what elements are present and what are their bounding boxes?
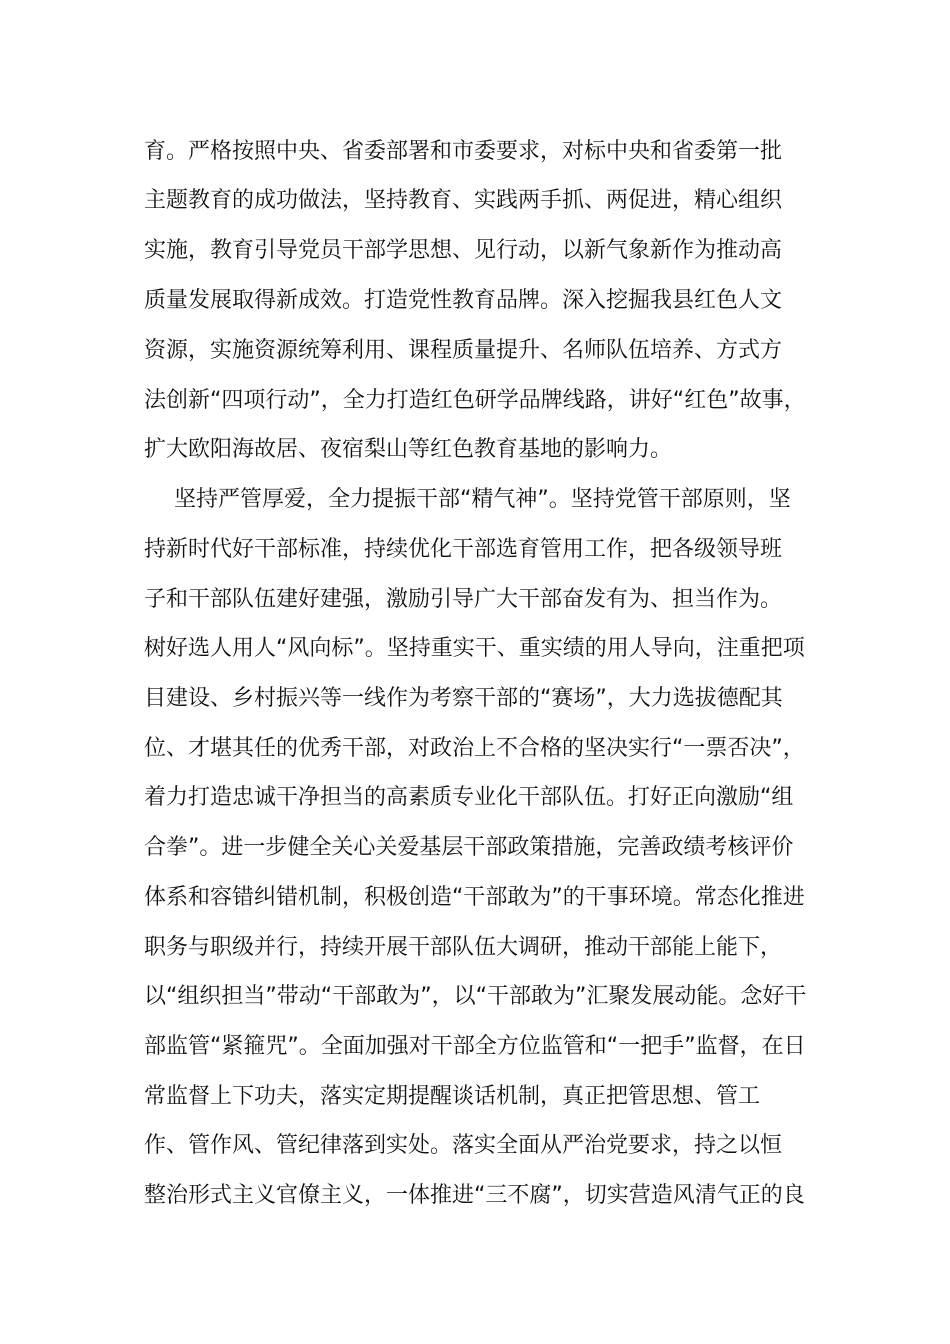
text-line: 作、管作风、管纪律落到实处。落实全面从严治党要求，持之以恒	[144, 1133, 783, 1158]
text-line: 扩大欧阳海故居、夜宿梨山等红色教育基地的影响力。	[144, 437, 673, 462]
text-line: 职务与职级并行，持续开展干部队伍大调研，推动干部能上能下，	[144, 935, 783, 960]
text-line: 法创新“四项行动”，全力打造红色研学品牌线路，讲好“红色”故事，	[144, 388, 806, 413]
text-line: 以“组织担当”带动“干部敢为”，以“干部敢为”汇聚发展动能。念好干	[144, 984, 807, 1009]
text-line: 合拳”。进一步健全关心关爱基层干部政策措施，完善政绩考核评价	[144, 835, 794, 860]
text-line: 资源，实施资源统筹利用、课程质量提升、名师队伍培养、方式方	[144, 338, 783, 363]
text-line: 主题教育的成功做法，坚持教育、实践两手抓、两促进，精心组织	[144, 188, 783, 213]
text-line: 持新时代好干部标准，持续优化干部选育管用工作，把各级领导班	[144, 537, 783, 562]
text-line: 质量发展取得新成效。打造党性教育品牌。深入挖掘我县红色人文	[144, 288, 783, 313]
paragraph-first-line: 坚持严管厚爱，全力提振干部“精气神”。坚持党管干部原则，坚	[174, 487, 791, 512]
text-line: 树好选人用人“风向标”。坚持重实干、重实绩的用人导向，注重把项	[144, 636, 805, 661]
text-line: 整治形式主义官僚主义，一体推进“三不腐”，切实营造风清气正的良	[144, 1183, 805, 1208]
text-line: 位、才堪其任的优秀干部，对政治上不合格的坚决实行“一票否决”，	[144, 736, 805, 761]
text-line: 部监管“紧箍咒”。全面加强对干部全方位监管和“一把手”监督，在日	[144, 1034, 806, 1059]
text-line: 着力打造忠诚干净担当的高素质专业化干部队伍。打好正向激励“组	[144, 785, 794, 810]
text-line: 实施，教育引导党员干部学思想、见行动，以新气象新作为推动高	[144, 238, 783, 263]
text-line: 常监督上下功夫，落实定期提醒谈话机制，真正把管思想、管工	[144, 1084, 761, 1109]
text-line: 体系和容错纠错机制，积极创造“干部敢为”的干事环境。常态化推进	[144, 885, 805, 910]
text-line: 子和干部队伍建好建强，激励引导广大干部奋发有为、担当作为。	[144, 587, 783, 612]
text-line: 目建设、乡村振兴等一线作为考察干部的“赛场”，大力选拔德配其	[144, 686, 783, 711]
text-line: 育。严格按照中央、省委部署和市委要求，对标中央和省委第一批	[144, 139, 783, 164]
